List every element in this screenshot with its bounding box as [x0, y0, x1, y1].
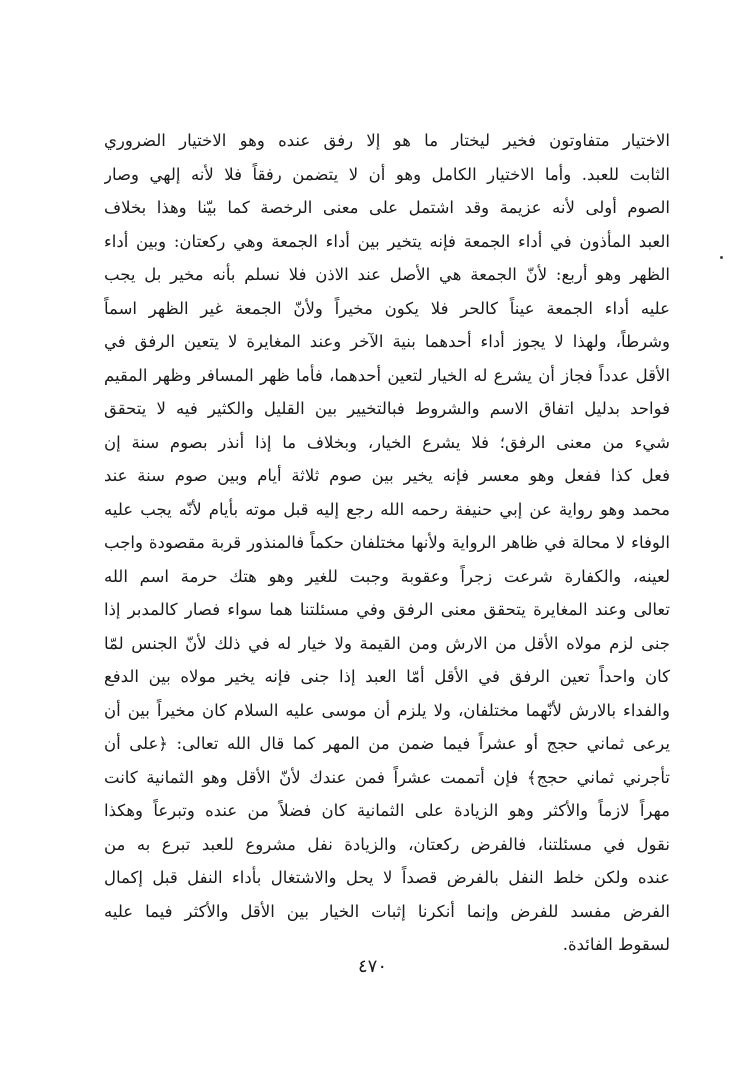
- margin-mark: [720, 256, 723, 259]
- text-line: شيء من معنى الرفق؛ فلا يشرع الخيار، وبخلاف ما إذا أنذر بصوم سنة إن: [104, 432, 670, 452]
- text-line: الثابت للعبد. وأما الاختيار الكامل وهو أن لا يتضمن رفقاً فلا لأنه إلهي وصار: [104, 164, 670, 184]
- text-line: عليه أداء الجمعة عيناً كالحر فلا يكون مخيراً ولأنّ الجمعة غير الظهر اسماً: [104, 298, 670, 318]
- text-line: كان واحداً تعين الرفق في الأقل أمّا العبد إذا جنى فإنه يخير مولاه بين الدفع: [104, 667, 670, 686]
- text-line: والفداء بالارش لأنّهما مختلفان، ولا يلزم أن موسى عليه السلام كان مخيراً بين أن: [104, 700, 670, 720]
- text-line: عنده ولكن خلط النفل بالفرض قصداً لا يحل والاشتغال بأداء النفل قبل إكمال: [104, 868, 670, 887]
- text-line: محمد وهو رواية عن إبي حنيفة رحمه الله رجع إليه قبل موته بأيام لأنّه يجب عليه: [104, 499, 670, 519]
- text-line: تأجرني ثماني حجج﴾ فإن أتممت عشراً فمن عندك لأنّ الأقل وهو الثمانية كانت: [104, 767, 670, 787]
- text-line: فواحد بدليل اتفاق الاسم والشروط فبالتخيير بين القليل والكثير فيه لا يتحقق: [104, 399, 670, 418]
- text-line: الصوم أولى لأنه عزيمة وقد اشتمل على معنى الرخصة كما بيّنا وهذا بخلاف: [104, 198, 670, 217]
- text-line: الظهر وهو أربع: لأنّ الجمعة هي الأصل عند الاذن فلا نسلم بأنه مخير بل يجب: [104, 265, 670, 284]
- text-line: نقول في مسئلتنا، فالفرض ركعتان، والزيادة نفل مشروع للعبد تبرع به من: [104, 834, 670, 854]
- text-line: الأقل عدداً فجاز أن يشرع له الخيار لتعين أحدهما، فأما ظهر المسافر وظهر المقيم: [104, 365, 670, 385]
- page-number: ٤٧٠: [357, 956, 387, 977]
- text-line: مهراً لازماً والأكثر وهو الزيادة على الثمانية كان فضلاً من عنده وتبرعاً وهكذا: [104, 801, 670, 820]
- text-line: الاختيار متفاوتون فخير ليختار ما هو إلا رفق عنده وهو الاختيار الضروري: [104, 131, 670, 150]
- text-line: الفرض مفسد للفرض وإنما أنكرنا إثبات الخيار بين الأقل والأكثر فيما عليه: [104, 901, 670, 921]
- text-line: فعل كذا ففعل وهو معسر فإنه يخير بين صوم ثلاثة أيام وبين صوم سنة عند: [104, 466, 670, 485]
- text-line: لسقوط الفائدة.: [562, 935, 670, 954]
- text-line: تعالى وعند المغايرة يتحقق معنى الرفق وفي مسئلتنا هما سواء فصار كالمدبر إذا: [104, 600, 670, 619]
- text-line: جنى لزم مولاه الأقل من الارش ومن القيمة ولا خيار له في ذلك لأنّ الجنس لمّا: [104, 633, 670, 653]
- text-line: العبد المأذون في أداء الجمعة فإنه يتخير بين أداء الجمعة وهي ركعتان: وبين أداء: [104, 231, 670, 251]
- text-line: وشرطاً، ولهذا لا يجوز أداء أحدهما بنية الآخر وعند المغايرة لا يتعين الرفق في: [104, 332, 670, 351]
- body-text: [104, 124, 670, 962]
- text-line: يرعى ثماني حجج أو عشراً فيما ضمن من المهر كما قال الله تعالى: ﴿على أن: [104, 734, 670, 753]
- text-line: الوفاء لا محالة في ظاهر الرواية ولأنها مختلفان حكماً فالمنذور قربة مقصودة واجب: [104, 533, 670, 552]
- text-line: لعينه، والكفارة شرعت زجراً وعقوبة وجبت للغير وهو هتك حرمة اسم الله: [104, 566, 670, 586]
